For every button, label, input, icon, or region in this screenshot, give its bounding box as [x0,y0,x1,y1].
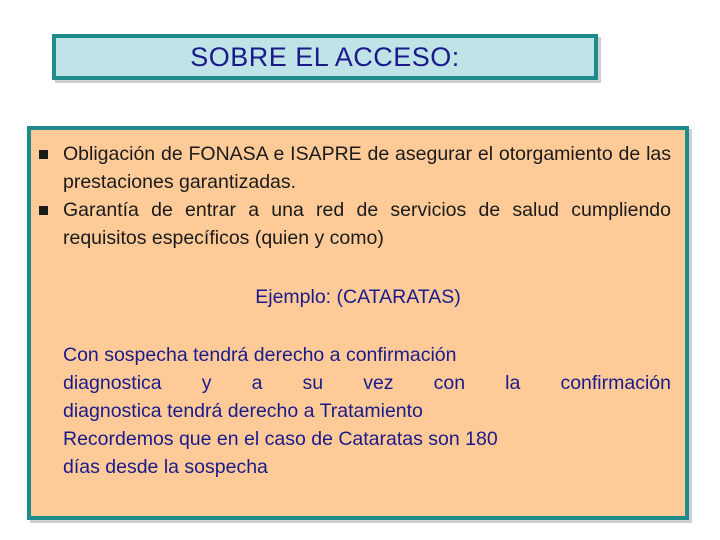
example-paragraph [63,341,671,481]
slide-title: SOBRE EL ACCESO: [190,41,460,72]
bullet-item [63,196,671,252]
square-bullet-icon [39,206,48,215]
paragraph-line: diagnostica y a su vez con la confirmación [63,372,671,394]
bullet-item [63,140,671,196]
bullet-text: Garantía de entrar a una red de servicios de salud cumpliendo requisitos específicos (quien y como) [63,199,671,249]
paragraph-line: Recordemos que en el caso de Cataratas son 180 [63,428,498,450]
paragraph-line: Con sospecha tendrá derecho a confirmación [63,344,457,366]
example-label: Ejemplo: (CATARATAS) [255,286,461,308]
bullet-text: Obligación de FONASA e ISAPRE de asegurar el otorgamiento de las prestaciones garantizadas. [63,143,671,193]
paragraph-line: diagnostica tendrá derecho a Tratamiento [63,400,423,422]
bullet-list [31,140,685,252]
title-box [52,34,598,80]
square-bullet-icon [39,150,48,159]
content-box [27,126,689,520]
paragraph-line: días desde la sospecha [63,456,268,478]
